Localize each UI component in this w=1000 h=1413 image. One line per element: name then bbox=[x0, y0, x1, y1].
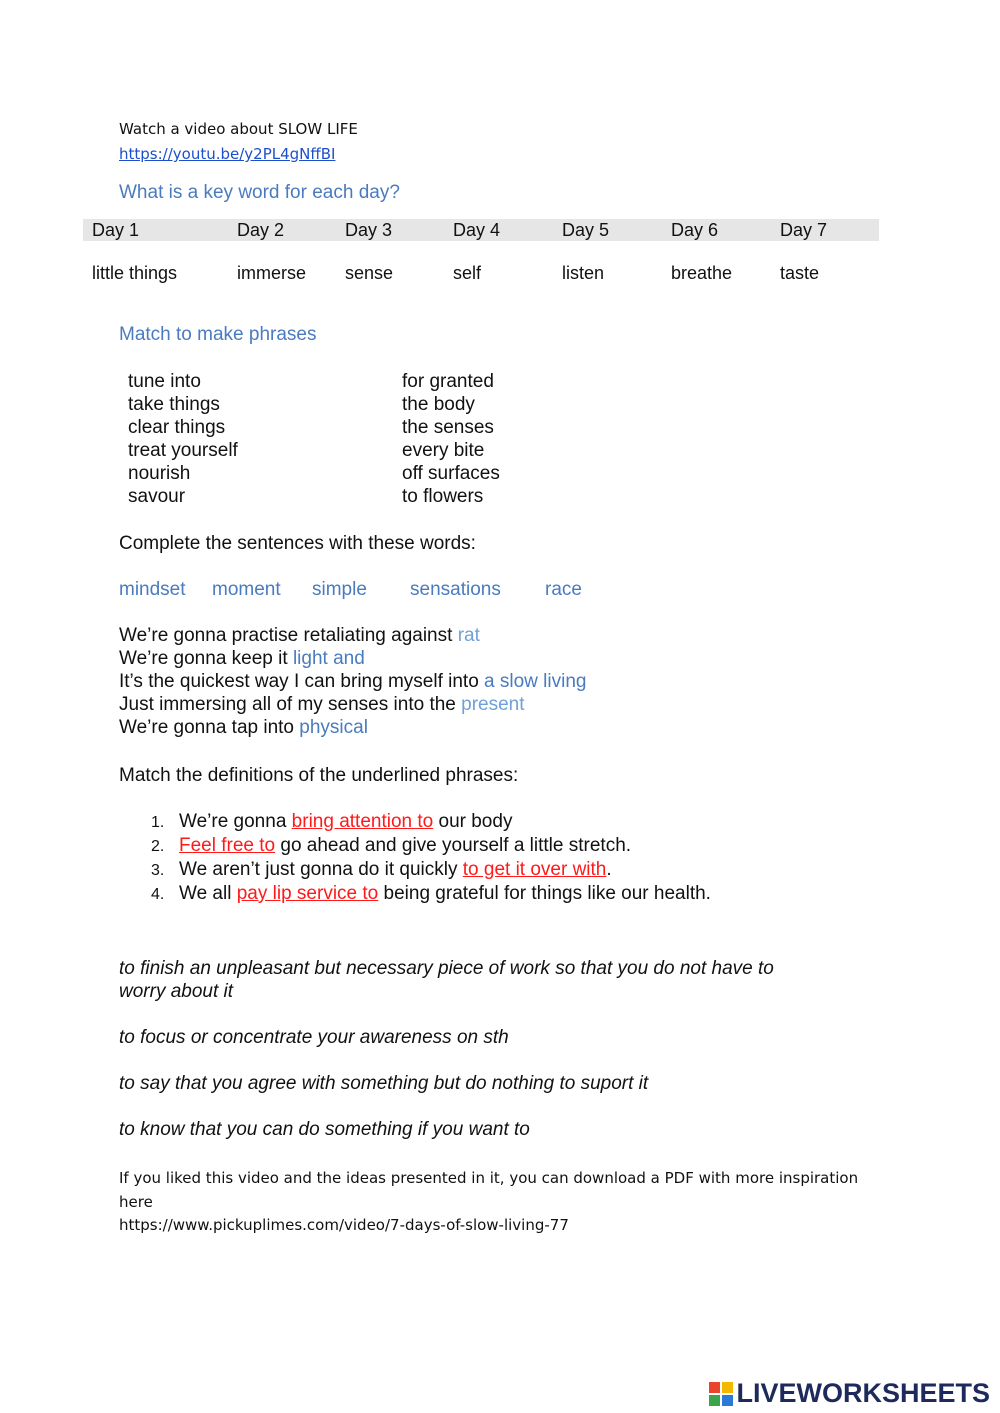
day-keyword[interactable]: immerse bbox=[237, 263, 307, 283]
word-bank-item[interactable]: race bbox=[545, 579, 582, 600]
item-text: go ahead and give yourself a little stretch. bbox=[275, 835, 632, 856]
sentence bbox=[119, 647, 586, 670]
footer-note: If you liked this video and the ideas presented in it, you can download a PDF with more inspiration here bbox=[119, 1169, 859, 1211]
match-right-item[interactable]: off surfaces bbox=[402, 463, 500, 484]
sentence-answer[interactable]: physical bbox=[299, 717, 368, 738]
underlined-phrase[interactable]: bring attention to bbox=[291, 811, 434, 832]
sentence-text: We’re gonna keep it bbox=[119, 648, 293, 669]
match-right-column bbox=[402, 370, 500, 508]
match-left-item[interactable]: treat yourself bbox=[128, 440, 238, 461]
underlined-phrase-list bbox=[151, 810, 711, 906]
match-right-item[interactable]: the senses bbox=[402, 417, 494, 438]
sentence-answer[interactable]: rat bbox=[457, 625, 480, 646]
day-keyword[interactable]: sense bbox=[345, 263, 394, 283]
match-left-item[interactable]: nourish bbox=[128, 463, 191, 484]
sentence bbox=[119, 670, 586, 693]
day-keyword[interactable]: taste bbox=[780, 263, 820, 283]
watch-text: Watch a video about SLOW LIFE bbox=[119, 120, 358, 138]
day-header: Day 5 bbox=[562, 220, 610, 240]
day-keyword[interactable]: little things bbox=[92, 263, 178, 283]
match-right-item[interactable]: every bite bbox=[402, 440, 485, 461]
logo-mark-icon bbox=[709, 1382, 733, 1406]
day-header: Day 4 bbox=[453, 220, 501, 240]
liveworksheets-logo[interactable] bbox=[709, 1378, 990, 1409]
list-item bbox=[151, 834, 711, 858]
footer-url[interactable]: https://www.pickuplimes.com/video/7-days-of-slow-living-77 bbox=[119, 1216, 569, 1234]
day-keyword[interactable]: listen bbox=[562, 263, 605, 283]
day-header: Day 2 bbox=[237, 220, 285, 240]
day-keyword[interactable]: breathe bbox=[671, 263, 733, 283]
sentence-text: We’re gonna tap into bbox=[119, 717, 300, 738]
item-number: 4. bbox=[151, 886, 165, 903]
item-text: We all bbox=[179, 883, 237, 904]
item-text: . bbox=[606, 859, 612, 880]
sentence-answer[interactable]: a slow living bbox=[484, 671, 587, 692]
day-header: Day 1 bbox=[92, 220, 140, 240]
match-left-item[interactable]: tune into bbox=[128, 371, 201, 392]
item-number: 1. bbox=[151, 814, 165, 831]
item-text: our body bbox=[433, 811, 513, 832]
word-bank-item[interactable]: moment bbox=[212, 579, 281, 600]
match-right-item[interactable]: for granted bbox=[402, 371, 494, 392]
list-item bbox=[151, 882, 711, 906]
keyword-question: What is a key word for each day? bbox=[119, 182, 400, 203]
sentence-list bbox=[119, 624, 586, 739]
sentence bbox=[119, 716, 586, 739]
sentence-text: Just immersing all of my senses into the bbox=[119, 694, 462, 715]
day-header: Day 3 bbox=[345, 220, 393, 240]
sentence bbox=[119, 693, 586, 716]
sentence-answer[interactable]: light and bbox=[292, 648, 365, 669]
match-right-item[interactable]: to flowers bbox=[402, 486, 484, 507]
day-keyword[interactable]: self bbox=[453, 263, 482, 283]
list-item bbox=[151, 858, 711, 882]
item-text: We aren’t just gonna do it quickly bbox=[179, 859, 463, 880]
sentence-text: We’re gonna practise retaliating against bbox=[119, 625, 458, 646]
definition-option[interactable]: to know that you can do something if you want to bbox=[119, 1119, 530, 1140]
word-bank-item[interactable]: simple bbox=[312, 579, 367, 600]
sentence-answer[interactable]: present bbox=[461, 694, 525, 715]
day-header: Day 7 bbox=[780, 220, 828, 240]
match-left-item[interactable]: savour bbox=[128, 486, 186, 507]
complete-instruction: Complete the sentences with these words: bbox=[119, 533, 476, 554]
video-link[interactable]: https://youtu.be/y2PL4gNffBI bbox=[119, 145, 336, 163]
definition-option[interactable]: to finish an unpleasant but necessary piece of work so that you do not have to worry about it bbox=[119, 958, 774, 1002]
underlined-phrase[interactable]: Feel free to bbox=[179, 835, 276, 856]
match-left-item[interactable]: take things bbox=[128, 394, 220, 415]
item-number: 3. bbox=[151, 862, 165, 879]
item-number: 2. bbox=[151, 838, 165, 855]
word-bank-item[interactable]: sensations bbox=[410, 579, 501, 600]
match-right-item[interactable]: the body bbox=[402, 394, 475, 415]
definitions-instruction: Match the definitions of the underlined phrases: bbox=[119, 765, 519, 786]
item-text: being grateful for things like our health. bbox=[378, 883, 711, 904]
word-bank-item[interactable]: mindset bbox=[119, 579, 186, 600]
definition-option[interactable]: to say that you agree with something but do nothing to suport it bbox=[119, 1073, 649, 1094]
sentence-text: It’s the quickest way I can bring myself into bbox=[119, 671, 485, 692]
sentence bbox=[119, 624, 586, 647]
match-left-column bbox=[128, 370, 238, 508]
list-item bbox=[151, 810, 711, 834]
underlined-phrase[interactable]: pay lip service to bbox=[236, 883, 379, 904]
brand-name: LIVEWORKSHEETS bbox=[736, 1378, 990, 1408]
match-title: Match to make phrases bbox=[119, 324, 317, 345]
day-header: Day 6 bbox=[671, 220, 719, 240]
definition-option[interactable]: to focus or concentrate your awareness on sth bbox=[119, 1027, 509, 1048]
match-left-item[interactable]: clear things bbox=[128, 417, 226, 438]
underlined-phrase[interactable]: to get it over with bbox=[462, 859, 607, 880]
item-text: We’re gonna bbox=[179, 811, 292, 832]
